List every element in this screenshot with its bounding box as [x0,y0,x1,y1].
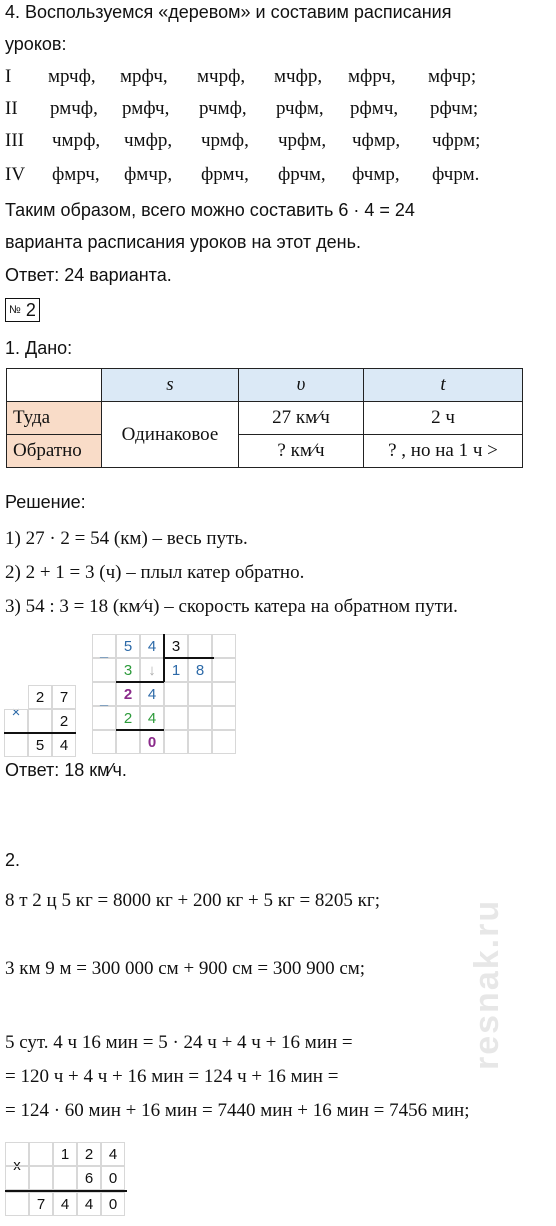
digit: 4 [140,634,164,658]
digit: 7 [52,685,76,709]
grid-cell [212,682,236,706]
division-bar [164,657,214,659]
digit: 2 [28,685,52,709]
table-header-speed: υ [239,369,364,402]
grid-cell [212,706,236,730]
digit: 7 [29,1192,53,1216]
multiply-sign: × [11,704,21,721]
grid-cell [92,706,116,730]
grid-cell [188,682,212,706]
given-label: 1. Дано: [5,338,73,358]
task-number: 2 [25,300,36,320]
time-there: 2 ч [364,402,523,435]
problem2-label: 2. [5,850,21,870]
task-number-badge [5,298,40,322]
combination: мрчф, [48,66,96,87]
grid-cell [212,730,236,754]
speed-back: ? км⁄ч [239,435,364,468]
combination-row [50,98,478,120]
digit: 2 [116,706,140,730]
grid-cell [188,706,212,730]
combination: рчмф, [199,98,247,119]
digit: 2 [116,682,140,706]
subtraction-line [116,729,164,731]
combination: мчрф, [197,66,246,87]
grid-cell [5,1166,29,1190]
digit: 0 [101,1166,125,1190]
combination: чмрф, [52,130,101,151]
problem2-line4: = 120 ч + 4 ч + 16 мин = 124 ч + 16 мин = [5,1066,339,1087]
digit: 8 [188,658,212,682]
problem2-line2: 3 км 9 м = 300 000 см + 900 см = 300 900 см; [5,958,366,979]
combination: чрфм, [278,130,327,151]
combination: чрмф, [201,130,249,151]
time-back: ? , но на 1 ч > [364,435,523,468]
combination: рмфч, [122,98,170,119]
result-line [4,732,76,734]
problem2-line1: 8 т 2 ц 5 кг = 8000 кг + 200 кг + 5 кг = 8205 кг; [5,890,380,911]
grid-cell [28,709,52,733]
digit: 4 [53,1192,77,1216]
combination: фчмр, [352,164,400,185]
digit: 4 [140,682,164,706]
task4-intro-line1: 4. Воспользуемся «деревом» и составим расписания [5,2,452,22]
grid-cell [212,634,236,658]
grid-cell [212,658,236,682]
digit: 6 [77,1166,101,1190]
solution-step-2: 2) 2 + 1 = 3 (ч) – плыл катер обратно. [5,562,305,583]
digit: 4 [140,706,164,730]
digit: 2 [52,709,76,733]
combination: фрмч, [201,164,249,185]
problem2-line5: = 124 · 60 мин + 16 мин = 7440 мин + 16 мин = 7456 мин; [5,1100,470,1121]
row-numeral: I [5,66,12,87]
combination: рчфм, [276,98,324,119]
combination: мфрч, [348,66,396,87]
digit: 1 [164,658,188,682]
solution-step-3: 3) 54 : 3 = 18 (км⁄ч) – скорость катера на обратном пути. [5,596,458,617]
grid-cell [53,1166,77,1190]
solution-label: Решение: [5,492,86,512]
combination: рфмч, [350,98,399,119]
task4-intro-line2: уроков: [5,34,67,54]
grid-cell [29,1142,53,1166]
multiply-sign: x [13,1157,21,1174]
task4-answer: Ответ: 24 варианта. [5,265,172,285]
row-numeral: IV [5,164,26,185]
given-table [6,368,523,468]
grid-cell [92,730,116,754]
down-arrow-icon: ↓ [140,658,164,682]
combination: чфмр, [352,130,401,151]
combination: мфчр; [428,66,477,87]
combination: мрфч, [120,66,168,87]
watermark-logo: resnak.ru [468,898,506,1070]
row-numeral: II [5,98,18,119]
combination: рфчм; [430,98,479,119]
row-label-back: Обратно [7,435,102,468]
combination-row [52,164,479,186]
combination-row [52,130,480,152]
digit: 4 [52,733,76,757]
combination: мчфр, [274,66,323,87]
task4-conclusion-line2: варианта расписания уроков на этот день. [5,232,361,252]
grid-cell [4,733,28,757]
digit: 0 [101,1192,125,1216]
digit: 2 [77,1142,101,1166]
problem1-answer: Ответ: 18 км⁄ч. [5,760,127,780]
digit: 4 [77,1192,101,1216]
combination: чфрм; [432,130,481,151]
digit: 4 [101,1142,125,1166]
row-numeral: III [5,130,24,151]
table-header-time: t [364,369,523,402]
combination: фмрч, [52,164,100,185]
distance-cell: Одинаковое [102,402,239,468]
grid-cell [164,730,188,754]
problem2-line3: 5 сут. 4 ч 16 мин = 5 · 24 ч + 4 ч + 16 мин = [5,1032,353,1053]
grid-cell [29,1166,53,1190]
number-sign: № [9,304,21,316]
result-line [5,1190,127,1192]
combination: фмчр, [124,164,173,185]
grid-cell [164,706,188,730]
grid-cell [5,1192,29,1216]
digit: 5 [116,634,140,658]
grid-cell [116,730,140,754]
grid-cell [92,658,116,682]
combination: рмчф, [50,98,98,119]
digit: 1 [53,1142,77,1166]
task4-conclusion-line1: Таким образом, всего можно составить 6 · 4 = 24 [5,200,415,220]
combination-row [48,66,476,88]
digit: 3 [116,658,140,682]
combination: фрчм, [278,164,326,185]
digit: 0 [140,730,164,754]
speed-there: 27 км⁄ч [239,402,364,435]
minus-sign: – [99,697,109,714]
digit: 5 [28,733,52,757]
subtraction-line [116,681,164,683]
combination: фчрм. [432,164,480,185]
grid-cell [4,709,28,733]
grid-cell [164,682,188,706]
digit: 3 [164,634,188,658]
table-header-empty [7,369,102,402]
solution-step-1: 1) 27 · 2 = 54 (км) – весь путь. [5,528,248,549]
combination: чмфр, [124,130,173,151]
table-header-distance: s [102,369,239,402]
grid-cell [188,730,212,754]
minus-sign: – [99,649,109,666]
row-label-there: Туда [7,402,102,435]
grid-cell [188,634,212,658]
